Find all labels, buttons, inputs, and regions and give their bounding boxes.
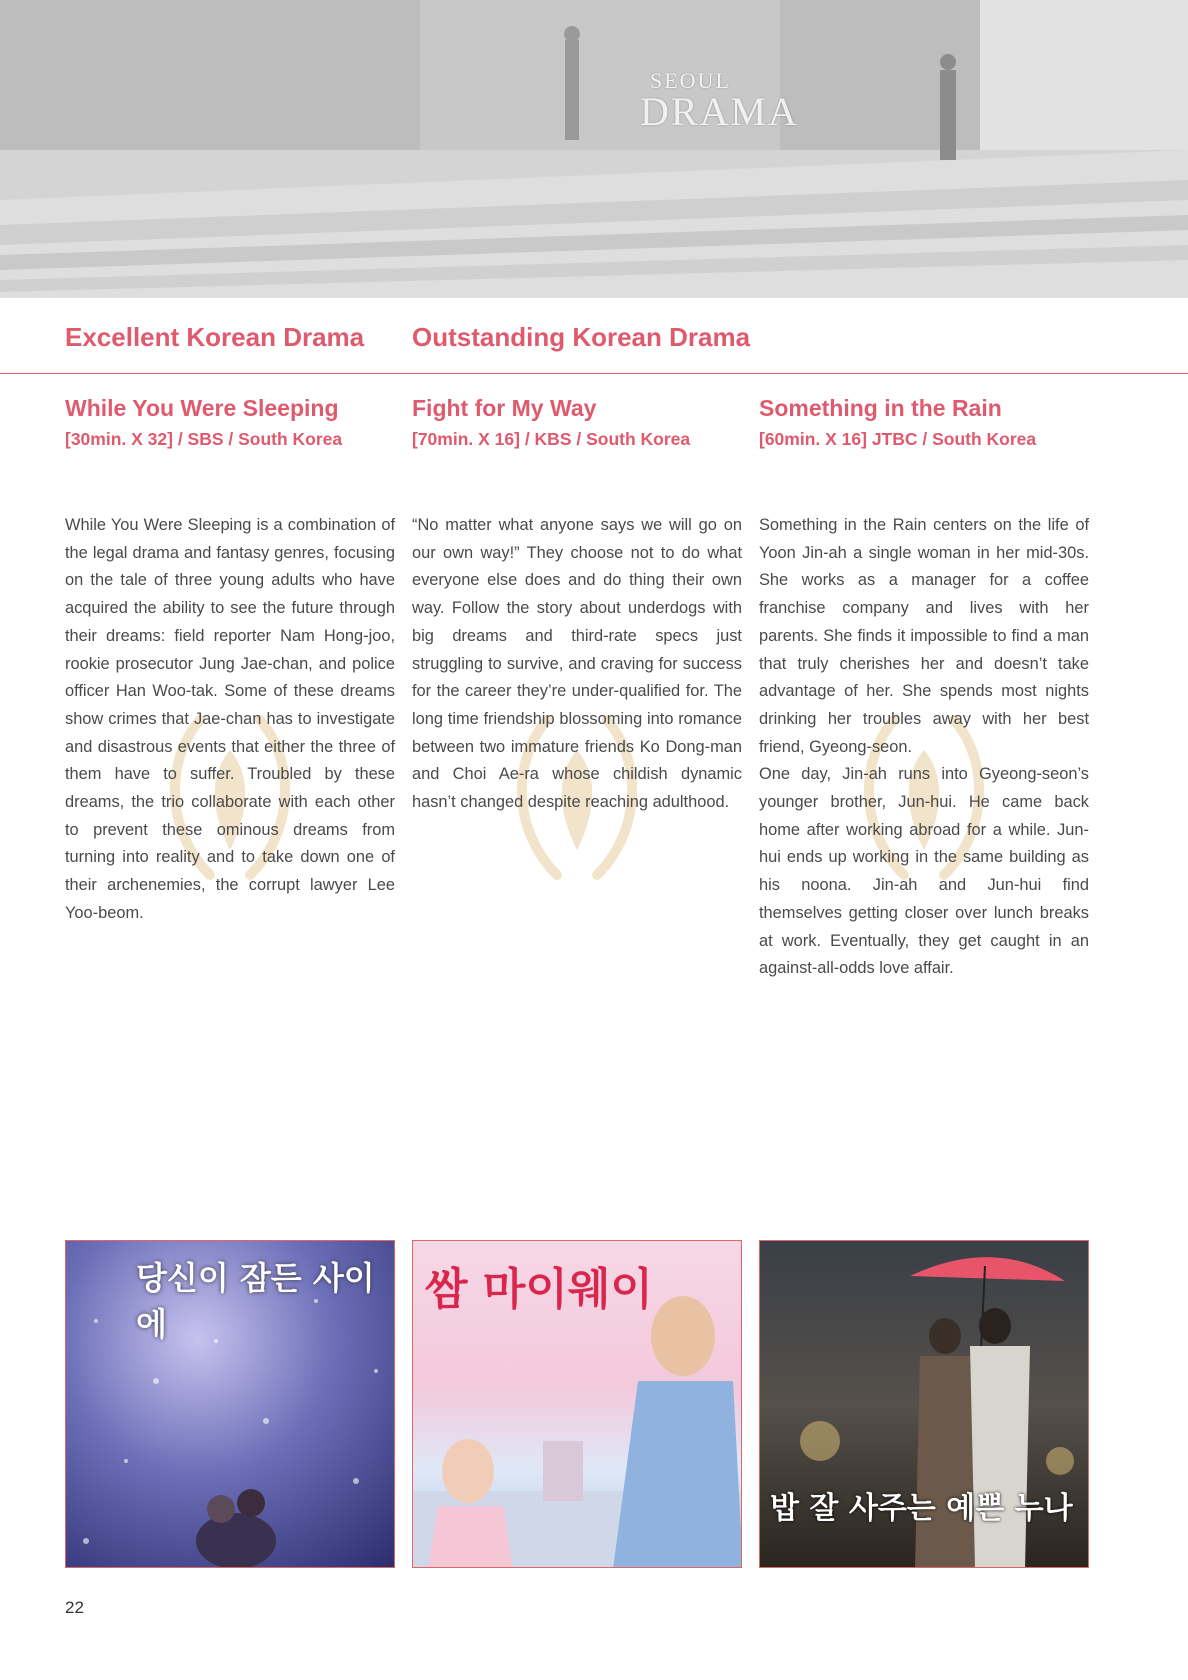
stage-sign-line1: SEOUL — [650, 68, 731, 93]
drama-description-2 — [412, 512, 742, 817]
poster-something-in-the-rain — [759, 1240, 1089, 1568]
drama-meta: [60min. X 16] JTBC / South Korea — [759, 429, 1037, 449]
description-paragraph: “No matter what anyone says we will go on our own way!” They choose not to do what everyone else does and do thing their own way. Follow the story about underdogs with big dreams and third-rate specs just struggling to survive, and craving for success for the career they’re under-qualified for. The long time friendship blossoming into romance between two immature friends Ko Dong-man and Choi Ae-ra whose childish dynamic hasn’t changed despite reaching adulthood. — [412, 516, 742, 812]
poster-while-you-were-sleeping — [65, 1240, 395, 1568]
section-divider — [0, 373, 1188, 374]
stage-sign-line2: DRAMA — [640, 89, 799, 134]
description-paragraph: While You Were Sleeping is a combination of the legal drama and fantasy genres, focusing on the tale of three young adults who have acquired the ability to see the future through their dreams: field reporter Nam Hong-joo, rookie prosecutor Jung Jae-chan, and police officer Han Woo-tak. Some of these dreams show crimes that Jae-chan has to investigate and disastrous events that either the three of them have to suffer. Troubled by these dreams, the trio collaborate with each other to prevent these ominous dreams from turning into reality and to take down one of their archenemies, the corrupt lawyer Lee Yoo-beom. — [65, 516, 395, 922]
drama-meta: [30min. X 32] / SBS / South Korea — [65, 429, 343, 449]
poster-fight-for-my-way — [412, 1240, 742, 1568]
section-heading-outstanding: Outstanding Korean Drama — [412, 322, 751, 352]
poster-title: 당신이 잠든 사이에 — [136, 1259, 375, 1343]
stage-illustration — [0, 0, 1188, 298]
drama-description-3 — [759, 512, 1089, 983]
drama-title: Fight for My Way — [412, 395, 597, 421]
poster-title: 밥 잘 사주는 예쁜 누나 — [770, 1491, 1073, 1526]
drama-header-3 — [759, 394, 1089, 450]
drama-header-2 — [412, 394, 742, 450]
drama-title: While You Were Sleeping — [65, 395, 339, 421]
drama-header-1 — [65, 394, 395, 450]
description-paragraph: Something in the Rain centers on the life of Yoon Jin-ah a single woman in her mid-30s. She works as a manager for a coffee franchise company and lives with her parents. She finds it impossible to find a man that truly cherishes her and doesn’t take advantage of her. She spends most nights drinking her troubles away with her best friend, Gyeong-seon. — [759, 516, 1089, 756]
drama-title: Something in the Rain — [759, 395, 1002, 421]
section-heading-excellent: Excellent Korean Drama — [65, 322, 365, 352]
page-number: 22 — [65, 1598, 84, 1617]
stage-sign — [640, 68, 799, 135]
poster-title: 쌈 마이웨이 — [425, 1264, 653, 1315]
description-paragraph: One day, Jin-ah runs into Gyeong-seon’s younger brother, Jun-hui. He came back home after working abroad for a while. Jun-hui ends up working in the same building as his noona. Jin-ah and Jun-hui find themselves getting closer over lunch breaks at work. Eventually, they get caught in an against-all-odds love affair. — [759, 765, 1089, 978]
header-photo — [0, 0, 1188, 298]
drama-description-1 — [65, 512, 395, 928]
drama-meta: [70min. X 16] / KBS / South Korea — [412, 429, 691, 449]
